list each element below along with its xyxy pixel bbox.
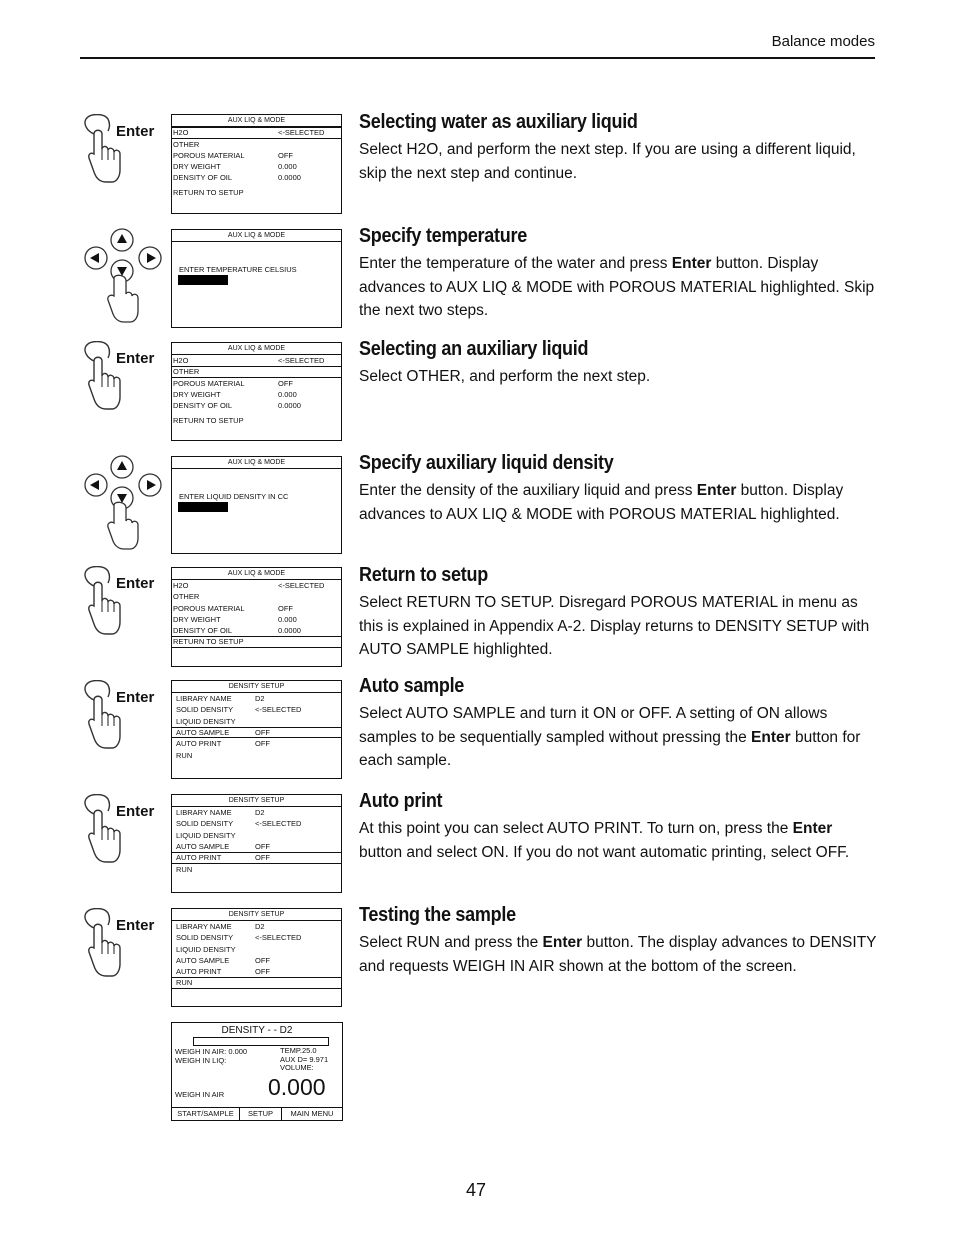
weigh-prompt: WEIGH IN AIR: [175, 1090, 225, 1099]
section-aux-liquid: [359, 338, 879, 389]
menu-row[interactable]: POROUS MATERIAL OFF: [173, 150, 293, 160]
menu-row[interactable]: AUTO SAMPLE OFF: [171, 727, 342, 739]
menu-row[interactable]: POROUS MATERIAL OFF: [173, 378, 293, 388]
menu-row[interactable]: RUN: [176, 864, 193, 874]
density-setup-screen: [171, 908, 342, 1007]
menu-row[interactable]: LIQUID DENSITY: [176, 830, 236, 840]
menu-row[interactable]: SOLID DENSITY <-SELECTED: [176, 705, 302, 715]
section-title: Auto sample: [359, 675, 465, 697]
menu-row[interactable]: AUTO PRINT OFF: [176, 967, 270, 977]
section-text: Select H2O, and perform the next step. If you are using a different liquid, skip the next step and continue.: [359, 141, 856, 182]
section-text: At this point you can select AUTO PRINT. To turn on, press the Enter button and select ON. If you do not want automatic printing, select OFF.: [359, 820, 850, 861]
menu-row[interactable]: LIBRARY NAME D2: [176, 808, 265, 817]
enter-label: Enter: [116, 917, 155, 934]
screen-title: AUX LIQ & MODE: [172, 568, 341, 580]
menu-row[interactable]: OTHER: [173, 592, 200, 602]
prompt-text: ENTER LIQUID DENSITY IN CC: [179, 492, 289, 501]
section-title: Auto print: [359, 790, 443, 812]
section-text: Select RUN and press the Enter button. The display advances to DENSITY and requests WEIGH IN AIR shown at the bottom of the screen.: [359, 934, 877, 975]
section-text: Select AUTO SAMPLE and turn it ON or OFF. A setting of ON allows samples to be sequentially sampled without pressing the Enter button for each sample.: [359, 705, 861, 769]
enter-label: Enter: [116, 689, 155, 706]
main-menu-button[interactable]: MAIN MENU: [290, 1109, 334, 1118]
arrow-pad-icon: [80, 228, 162, 323]
menu-row[interactable]: AUTO PRINT OFF: [171, 852, 342, 864]
menu-row[interactable]: DENSITY OF OIL 0.0000: [173, 173, 301, 183]
weigh-in-air-value: WEIGH IN AIR: 0.000: [175, 1047, 248, 1056]
section-title: Specify temperature: [359, 225, 527, 247]
weigh-in-liq-value: WEIGH IN LIQ:: [175, 1056, 227, 1065]
density-setup-screen: [171, 794, 342, 893]
screen-title: AUX LIQ & MODE: [172, 343, 341, 355]
section-title: Testing the sample: [359, 904, 516, 926]
prompt-text: ENTER TEMPERATURE CELSIUS: [179, 265, 297, 274]
aux-liq-screen: [171, 114, 342, 214]
section-title: Selecting water as auxiliary liquid: [359, 111, 638, 133]
aux-density-value: AUX D= 9.971: [280, 1054, 329, 1064]
density-screen: [171, 1022, 343, 1121]
input-field[interactable]: [178, 275, 228, 285]
page-number: 47: [466, 1180, 487, 1200]
menu-row[interactable]: DRY WEIGHT 0.000: [173, 162, 297, 172]
menu-row[interactable]: AUTO PRINT OFF: [176, 739, 270, 749]
menu-row[interactable]: RUN: [176, 750, 193, 760]
progress-bar: [193, 1037, 329, 1046]
menu-row[interactable]: H2O <-SELECTED: [173, 356, 325, 365]
page-header: [80, 33, 875, 59]
menu-row[interactable]: DENSITY OF OIL 0.0000: [173, 401, 301, 411]
menu-row[interactable]: RETURN TO SETUP: [171, 636, 342, 648]
menu-row[interactable]: LIQUID DENSITY: [176, 716, 236, 726]
section-title: Specify auxiliary liquid density: [359, 452, 614, 474]
enter-label: Enter: [116, 350, 155, 367]
menu-row[interactable]: RETURN TO SETUP: [173, 415, 244, 425]
menu-row[interactable]: AUTO SAMPLE OFF: [176, 955, 270, 965]
screen-title: AUX LIQ & MODE: [172, 115, 341, 127]
temp-value: TEMP.25.0: [280, 1046, 317, 1055]
menu-row[interactable]: DRY WEIGHT 0.000: [173, 614, 297, 624]
menu-row[interactable]: SOLID DENSITY <-SELECTED: [176, 819, 302, 829]
screen-title: DENSITY - - D2: [221, 1025, 293, 1036]
volume-value: VOLUME:: [280, 1063, 314, 1072]
menu-row[interactable]: OTHER: [171, 366, 342, 378]
menu-row[interactable]: LIBRARY NAME D2: [176, 922, 265, 931]
section-testing: [359, 904, 879, 978]
aux-liq-screen: [171, 567, 342, 667]
menu-row[interactable]: SOLID DENSITY <-SELECTED: [176, 933, 302, 943]
menu-row[interactable]: RUN: [171, 977, 342, 989]
density-setup-screen: [171, 680, 342, 779]
header-title: Balance modes: [771, 33, 875, 50]
menu-row[interactable]: H2O <-SELECTED: [171, 127, 342, 139]
enter-label: Enter: [116, 123, 155, 140]
section-title: Return to setup: [359, 564, 488, 586]
enter-label: Enter: [116, 803, 155, 820]
input-field[interactable]: [178, 502, 228, 512]
section-water: [359, 111, 879, 185]
screen-title: DENSITY SETUP: [172, 795, 341, 807]
enter-label: Enter: [116, 575, 155, 592]
menu-row[interactable]: OTHER: [173, 139, 200, 149]
menu-row[interactable]: AUTO SAMPLE OFF: [176, 841, 270, 851]
temperature-entry-screen: [171, 229, 342, 328]
screen-title: AUX LIQ & MODE: [172, 457, 341, 469]
section-text: Enter the density of the auxiliary liquid and press Enter button. Display advances to AUX LIQ & MODE with POROUS MATERIAL highlighted.: [359, 482, 844, 523]
menu-row[interactable]: DENSITY OF OIL 0.0000: [173, 626, 301, 636]
section-auto-sample: [359, 675, 879, 773]
density-entry-screen: [171, 456, 342, 554]
section-text: Enter the temperature of the water and press Enter button. Display advances to AUX LIQ & MODE with POROUS MATERIAL highlighted. Skip the next two steps.: [359, 255, 875, 319]
screen-title: DENSITY SETUP: [172, 909, 341, 921]
reading-display: 0.000: [268, 1074, 326, 1100]
start-sample-button[interactable]: START/SAMPLE: [172, 1108, 240, 1120]
section-aux-density: [359, 452, 879, 526]
section-return-setup: [359, 564, 879, 662]
aux-liq-screen: [171, 342, 342, 441]
menu-row[interactable]: LIQUID DENSITY: [176, 944, 236, 954]
menu-row[interactable]: DRY WEIGHT 0.000: [173, 390, 297, 400]
menu-row[interactable]: POROUS MATERIAL OFF: [173, 603, 293, 613]
section-title: Selecting an auxiliary liquid: [359, 338, 589, 360]
menu-row[interactable]: RETURN TO SETUP: [173, 187, 244, 197]
arrow-pad-icon: [80, 455, 162, 550]
section-text: Select OTHER, and perform the next step.: [359, 368, 651, 385]
section-text: Select RETURN TO SETUP. Disregard POROUS MATERIAL in menu as this is explained in Appendix A-2. Display returns to DENSITY SETUP with AUTO SAMPLE highlighted.: [359, 594, 870, 658]
screen-title: DENSITY SETUP: [172, 681, 341, 693]
setup-button[interactable]: SETUP: [240, 1108, 282, 1120]
section-temperature: [359, 225, 879, 323]
screen-title: AUX LIQ & MODE: [172, 230, 341, 242]
menu-row[interactable]: LIBRARY NAME D2: [176, 694, 265, 703]
section-auto-print: [359, 790, 879, 864]
menu-row[interactable]: H2O <-SELECTED: [173, 581, 325, 590]
